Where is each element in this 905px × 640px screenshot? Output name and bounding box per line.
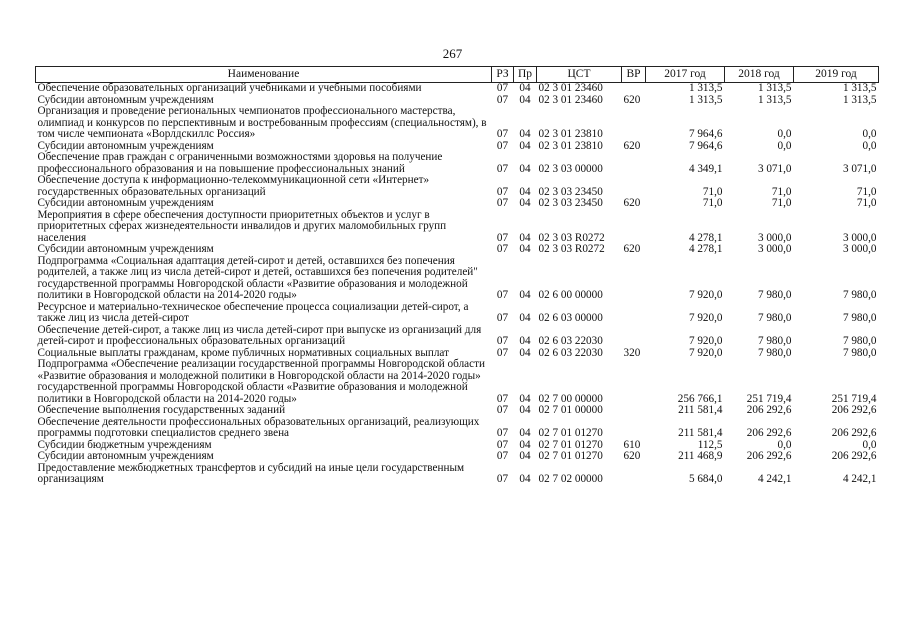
cell-2017: 5 684,0	[688, 473, 723, 485]
cell-pr: 04	[519, 312, 531, 324]
cell-2018: 1 313,5	[757, 82, 792, 94]
cell-cst: 02 6 03 22030	[538, 346, 603, 359]
cell-pr: 04	[519, 438, 531, 451]
table-header-row	[36, 67, 879, 83]
cell-2018: 206 292,6	[746, 404, 792, 416]
cell-2019: 1 313,5	[842, 93, 877, 106]
header-vr: ВР	[622, 67, 646, 83]
cell-pr: 04	[519, 197, 531, 209]
cell-pr: 04	[519, 231, 531, 244]
cell-pr: 04	[519, 346, 531, 359]
cell-cst: 02 7 02 00000	[538, 473, 603, 485]
cell-rz: 07	[496, 289, 509, 301]
page-number: 267	[442, 46, 463, 61]
cell-2017: 4 349,1	[688, 162, 723, 175]
cell-vr	[622, 302, 646, 325]
cell-rz: 07	[496, 335, 509, 347]
cell-name: Субсидии автономным учреждениям	[37, 450, 214, 462]
cell-2017: 7 964,6	[688, 128, 723, 140]
cell-2019: 7 980,0	[842, 335, 877, 347]
cell-vr: 620	[623, 450, 641, 462]
cell-2017: 4 278,1	[688, 231, 723, 244]
cell-pr: 04	[519, 93, 531, 106]
cell-name: Предоставление межбюджетных трансфертов и субсидий на иные цели государственным организациям	[37, 461, 465, 485]
cell-rz: 07	[496, 450, 509, 462]
cell-2019: 0,0	[862, 128, 877, 140]
cell-cst: 02 3 01 23460	[538, 82, 603, 94]
header-cst: ЦСТ	[537, 67, 622, 83]
cell-2018: 3 071,0	[757, 162, 792, 175]
cell-pr: 04	[519, 162, 531, 175]
cell-rz: 07	[496, 82, 509, 94]
cell-2018: 0,0	[777, 139, 792, 152]
cell-cst: 02 6 03 22030	[538, 335, 603, 347]
cell-2018: 7 980,0	[757, 335, 792, 347]
cell-cst: 02 7 01 01270	[538, 450, 603, 462]
cell-cst: 02 7 00 00000	[538, 392, 603, 405]
table-row	[36, 83, 879, 95]
table-row	[36, 302, 879, 325]
header-2019: 2019 год	[794, 67, 879, 83]
cell-2017: 1 313,5	[688, 82, 723, 94]
cell-cst: 02 3 01 23810	[538, 128, 603, 140]
cell-cst: 02 3 01 23810	[538, 139, 603, 152]
cell-2019: 0,0	[862, 139, 877, 152]
cell-2019: 251 719,4	[831, 392, 877, 405]
cell-2018: 0,0	[777, 128, 792, 140]
cell-rz: 07	[496, 427, 509, 439]
cell-pr: 04	[519, 289, 531, 301]
header-rz: РЗ	[492, 67, 514, 83]
cell-2017: 211 581,4	[678, 427, 723, 439]
cell-rz: 07	[496, 243, 509, 255]
cell-name: Мероприятия в сфере обеспечения доступности приоритетных объектов и услуг в приоритетных сферах жизнедеятельности инвалидов и других маломобильных групп населения	[37, 208, 447, 244]
cell-2017: 211 468,9	[678, 450, 723, 462]
cell-name: Организация и проведение региональных чемпионатов профессионального мастерства, олимпиад и конкурсов по перспективным и востребованным профессиям (специальностям), в том числе чемпионата «Ворлдскиллс Россия»	[37, 105, 487, 140]
cell-cst: 02 7 01 01270	[538, 427, 603, 439]
cell-vr	[622, 210, 646, 245]
cell-pr: 04	[519, 335, 531, 347]
cell-2017: 7 964,6	[688, 139, 723, 152]
cell-rz: 07	[496, 128, 509, 140]
cell-name: Обеспечение детей-сирот, а также лиц из числа детей-сирот при выпуске из организаций для детей-сирот и профессиональных образовательных организаций	[37, 323, 482, 347]
cell-2019: 206 292,6	[831, 427, 877, 439]
cell-cst: 02 3 03 00000	[538, 162, 603, 175]
cell-vr: 320	[623, 346, 641, 359]
cell-2017: 71,0	[702, 185, 723, 198]
cell-name: Обеспечение образовательных организаций учебниками и учебными пособиями	[37, 82, 422, 94]
cell-pr: 04	[519, 243, 531, 255]
cell-2018: 3 000,0	[757, 231, 792, 244]
cell-pr: 04	[519, 82, 531, 94]
cell-2019: 71,0	[856, 185, 877, 198]
cell-2019: 206 292,6	[831, 404, 877, 416]
cell-pr: 04	[519, 450, 531, 462]
cell-2019: 3 000,0	[842, 243, 877, 255]
cell-name: Субсидии автономным учреждениям	[37, 243, 214, 255]
cell-2018: 7 980,0	[757, 289, 792, 301]
cell-name: Субсидии бюджетным учреждениям	[37, 438, 212, 451]
cell-2017: 7 920,0	[688, 289, 723, 301]
cell-vr: 620	[623, 139, 641, 152]
cell-name: Обеспечение доступа к информационно-телекоммуникационной сети «Интернет» государственных образовательных организаций	[37, 174, 430, 198]
cell-cst: 02 3 03 23450	[538, 197, 603, 209]
table-row	[36, 106, 879, 141]
cell-2017: 7 920,0	[688, 312, 723, 324]
cell-cst: 02 3 01 23460	[538, 93, 603, 106]
cell-name: Социальные выплаты гражданам, кроме публичных нормативных социальных выплат	[37, 346, 449, 359]
cell-rz: 07	[496, 392, 509, 405]
cell-2019: 3 071,0	[842, 162, 877, 175]
cell-vr	[622, 256, 646, 302]
cell-name: Субсидии автономным учреждениям	[37, 93, 214, 106]
cell-2018: 1 313,5	[757, 93, 792, 106]
cell-vr: 620	[623, 243, 641, 255]
cell-pr: 04	[519, 427, 531, 439]
cell-vr	[622, 405, 646, 417]
cell-2018: 206 292,6	[746, 427, 792, 439]
cell-rz: 07	[496, 93, 509, 106]
table-row	[36, 152, 879, 175]
cell-cst: 02 3 03 23450	[538, 185, 603, 198]
cell-2018: 7 980,0	[757, 312, 792, 324]
cell-pr: 04	[519, 392, 531, 405]
cell-cst: 02 3 03 R0272	[538, 231, 605, 244]
cell-name: Обеспечение выполнения государственных заданий	[37, 404, 286, 416]
table-row	[36, 256, 879, 302]
cell-2018: 206 292,6	[746, 450, 792, 462]
header-name: Наименование	[36, 67, 492, 83]
cell-vr	[622, 359, 646, 405]
cell-2018: 0,0	[777, 438, 792, 451]
cell-name: Подпрограмма «Социальная адаптация детей-сирот и детей, оставшихся без попечения родителей, а также лиц из числа детей-сирот и детей, оставшихся без попечения родителей" государственной программы Новгородской области «Развитие образования и молодежной политики в Новгородской области на 2014-2020 годы»	[37, 254, 478, 301]
table-body	[36, 83, 879, 486]
cell-2017: 4 278,1	[688, 243, 723, 255]
cell-2017: 256 766,1	[677, 392, 723, 405]
cell-vr: 620	[623, 93, 641, 106]
cell-2017: 1 313,5	[688, 93, 723, 106]
cell-pr: 04	[519, 128, 531, 140]
cell-pr: 04	[519, 473, 531, 485]
table-row	[36, 451, 879, 463]
cell-2019: 7 980,0	[842, 312, 877, 324]
cell-cst: 02 7 01 01270	[538, 438, 603, 451]
cell-2019: 4 242,1	[842, 473, 877, 485]
cell-rz: 07	[496, 404, 509, 416]
cell-2017: 71,0	[702, 197, 723, 209]
budget-table	[35, 66, 879, 486]
cell-pr: 04	[519, 185, 531, 198]
header-pr: Пр	[514, 67, 537, 83]
table-row	[36, 244, 879, 256]
table-row	[36, 210, 879, 245]
table-row	[36, 359, 879, 405]
header-2017: 2017 год	[646, 67, 725, 83]
cell-2018: 4 242,1	[757, 473, 792, 485]
table-row	[36, 175, 879, 198]
cell-rz: 07	[496, 231, 509, 244]
cell-name: Субсидии автономным учреждениям	[37, 197, 214, 209]
cell-rz: 07	[496, 473, 509, 485]
cell-vr	[622, 463, 646, 486]
cell-vr: 610	[623, 438, 641, 451]
cell-2019: 206 292,6	[831, 450, 877, 462]
cell-cst: 02 6 00 00000	[538, 289, 603, 301]
cell-rz: 07	[496, 139, 509, 152]
cell-rz: 07	[496, 185, 509, 198]
cell-vr	[622, 83, 646, 95]
cell-2019: 7 980,0	[842, 346, 877, 359]
cell-pr: 04	[519, 404, 531, 416]
cell-name: Ресурсное и материально-техническое обеспечение процесса социализации детей-сирот, а также лиц из числа детей-сирот	[37, 300, 469, 324]
table-row	[36, 325, 879, 348]
table-row	[36, 405, 879, 417]
cell-rz: 07	[496, 312, 509, 324]
cell-2019: 3 000,0	[842, 231, 877, 244]
cell-rz: 07	[496, 197, 509, 209]
cell-vr	[622, 325, 646, 348]
cell-rz: 07	[496, 438, 509, 451]
cell-cst: 02 7 01 00000	[538, 404, 603, 416]
cell-2018: 71,0	[771, 197, 792, 209]
cell-2017: 112,5	[697, 438, 723, 451]
cell-2018: 3 000,0	[757, 243, 792, 255]
cell-2017: 7 920,0	[688, 346, 723, 359]
cell-vr	[622, 106, 646, 141]
cell-2019: 7 980,0	[842, 289, 877, 301]
cell-2018: 71,0	[771, 185, 792, 198]
cell-name: Обеспечение прав граждан с ограниченными возможностями здоровья на получение профессионального образования и на повышение профессиональных знаний	[37, 151, 443, 175]
cell-2017: 7 920,0	[688, 335, 723, 347]
cell-vr: 620	[623, 197, 641, 209]
cell-cst: 02 3 03 R0272	[538, 243, 605, 255]
table-row	[36, 417, 879, 440]
cell-name: Обеспечение деятельности профессиональных образовательных организаций, реализующих программы подготовки специалистов среднего звена	[37, 415, 480, 439]
cell-2019: 71,0	[856, 197, 877, 209]
cell-2017: 211 581,4	[678, 404, 723, 416]
table-row	[36, 463, 879, 486]
cell-2018: 7 980,0	[757, 346, 792, 359]
cell-vr	[622, 152, 646, 175]
cell-2018: 251 719,4	[746, 392, 792, 405]
cell-2019: 0,0	[862, 438, 877, 451]
table-row	[36, 198, 879, 210]
cell-rz: 07	[496, 346, 509, 359]
cell-rz: 07	[496, 162, 509, 175]
cell-vr	[622, 175, 646, 198]
cell-pr: 04	[519, 139, 531, 152]
cell-2019: 1 313,5	[842, 82, 877, 94]
cell-cst: 02 6 03 00000	[538, 312, 603, 324]
cell-name: Подпрограмма «Обеспечение реализации государственной программы Новгородской области «Развитие образования и молодежной политики в Новгородской области на 2014-2020 годы» государственной программы Новгородской области «Развитие образования и молодежной политики в Новгородской области на 2014-2020 годы»	[37, 358, 485, 405]
header-2018: 2018 год	[725, 67, 794, 83]
cell-name: Субсидии автономным учреждениям	[37, 139, 214, 152]
cell-vr	[622, 417, 646, 440]
